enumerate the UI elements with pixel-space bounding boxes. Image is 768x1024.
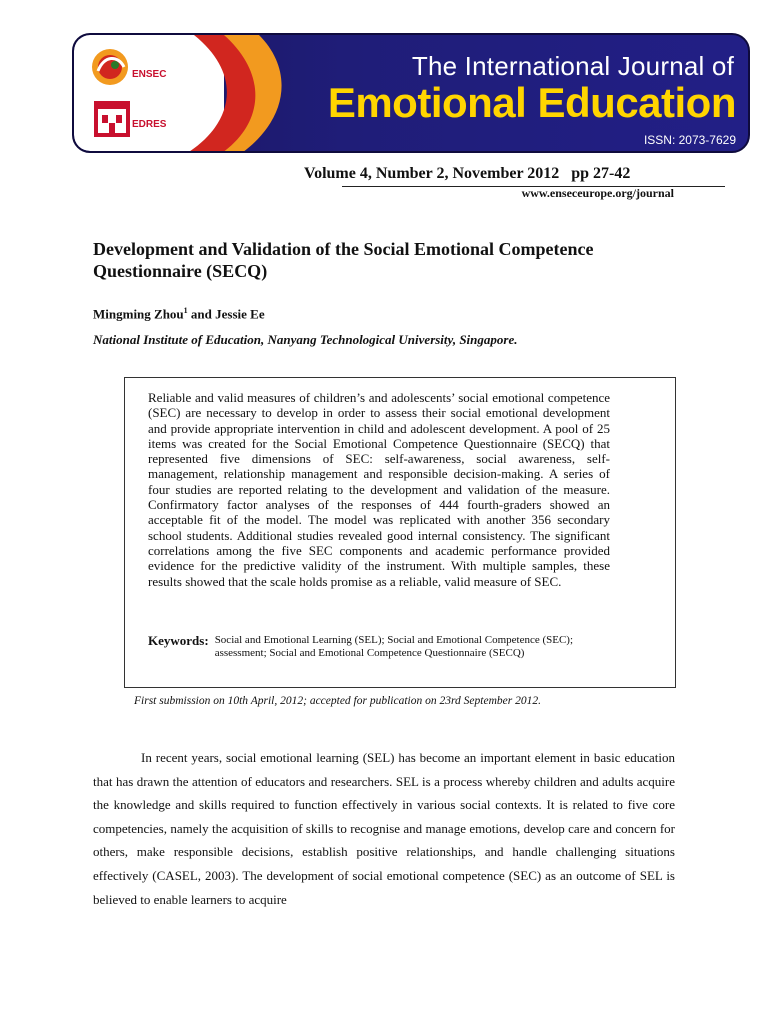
keywords-block: [148, 634, 608, 660]
edres-logo-text: EDRES: [132, 119, 167, 130]
keywords-label: Keywords:: [148, 633, 209, 648]
abstract-text: Reliable and valid measures of children’s and adolescents’ social emotional competence (SEC) are necessary to develop in order to assess their social emotional development and provide appropriate intervention in child and adolescent development. A pool of 25 items was created for the Social Emotional Competence Questionnaire (SECQ) that represented five dimensions of SEC: self-awareness, social awareness, self-management, relationship management and responsible decision-making. A series of four studies are reported relating to the development and validation of the measure. Confirmatory factor analyses of the responses of 444 fourth-graders showed an acceptable fit of the model. The model was replicated with another 356 secondary school students. Additional studies revealed good internal consistency. The significant correlations among the five SEC components and academic performance provided evidence for the predictive validity of the instrument. With multiple samples, these results showed that the scale holds promise as a reliable, valid measure of SEC.: [148, 390, 610, 589]
author-1: Mingming Zhou: [93, 306, 184, 322]
journal-url[interactable]: www.enseceurope.org/journal: [521, 186, 674, 200]
author-rest: and Jessie Ee: [187, 306, 265, 322]
article-title: Development and Validation of the Social Emotional Competence Questionnaire (SECQ): [93, 239, 594, 281]
keywords-values: Social and Emotional Learning (SEL); Social and Emotional Competence (SEC); assessment; Social and Emotional Competence Questionnaire (SECQ): [214, 634, 574, 659]
edres-logo: [92, 99, 132, 139]
abstract-box: [124, 377, 676, 688]
article-authors: [93, 306, 265, 322]
journal-title-line1: The International Journal of: [411, 51, 734, 81]
author-1-affil-mark: 1: [183, 306, 188, 315]
submission-note: First submission on 10th April, 2012; accepted for publication on 23rd September 2012.: [134, 695, 541, 707]
author-affiliation: National Institute of Education, Nanyang Technological University, Singapore.: [93, 332, 518, 347]
body-paragraph: In recent years, social emotional learning (SEL) has become an important element in basic education that has drawn the attention of educators and researchers. SEL is a process whereby children and adults acquire the knowledge and skills required to function effectively in various social contexts. It is related to five core competencies, namely the acquisition of skills to recognise and manage emotions, develop care and concern for others, make responsible decisions, establish positive relationships, and handle challenging situations effectively (CASEL, 2003). The development of social emotional competence (SEC) as an outcome of SEL is believed to enable learners to acquire: [93, 750, 675, 907]
journal-issn: ISSN: 2073-7629: [643, 133, 736, 147]
journal-title-line2: Emotional Education: [327, 79, 736, 126]
ensec-logo: [88, 45, 132, 89]
volume-info: Volume 4, Number 2, November 2012 pp 27-42: [304, 165, 631, 182]
ensec-logo-text: ENSEC: [132, 69, 167, 80]
journal-banner: [72, 33, 750, 153]
